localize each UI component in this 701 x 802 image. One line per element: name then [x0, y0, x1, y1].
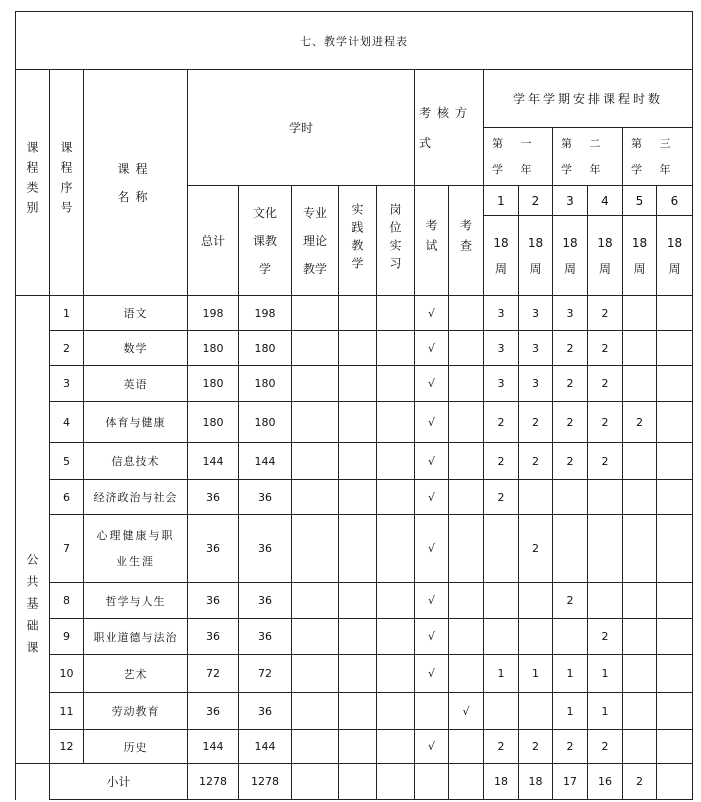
cell-t5: [623, 515, 657, 583]
subtotal-row: [16, 764, 693, 800]
teaching-plan-table: [15, 11, 693, 800]
cell-t1: [484, 693, 519, 730]
header-assess-mode: 考核方式: [415, 70, 484, 186]
cell-total: 36: [188, 515, 239, 583]
cell-t6: [657, 693, 693, 730]
cell-t3: [553, 480, 588, 515]
cell-t5: [623, 730, 657, 764]
cell-exam: √: [415, 443, 449, 480]
header-total: 总计: [188, 186, 239, 296]
cell-seq: 7: [50, 515, 84, 583]
cell-t3: 2: [553, 366, 588, 402]
subtotal-t1: 18: [484, 764, 519, 800]
header-hours: 学时: [188, 70, 415, 186]
cell-t2: 3: [519, 296, 553, 331]
cell-name: 艺术: [84, 655, 188, 693]
cell-culture: 36: [239, 583, 292, 619]
cell-t3: 2: [553, 331, 588, 366]
category-public: 公共基础课: [16, 296, 50, 764]
cell-check: [449, 619, 484, 655]
header-exam: 考试: [415, 186, 449, 296]
cell-t1: [484, 515, 519, 583]
cell-t6: [657, 619, 693, 655]
subtotal-t2: 18: [519, 764, 553, 800]
cell-exam: √: [415, 515, 449, 583]
cell-t2: 3: [519, 331, 553, 366]
cell-check: [449, 655, 484, 693]
cell-t3: 2: [553, 402, 588, 443]
weeks-3: 18周: [553, 216, 588, 296]
cell-t2: [519, 480, 553, 515]
cell-total: 144: [188, 730, 239, 764]
term-4: 4: [588, 186, 623, 216]
cell-seq: 4: [50, 402, 84, 443]
cell-t5: [623, 480, 657, 515]
cell-exam: √: [415, 619, 449, 655]
cell-t4: [588, 583, 623, 619]
cell-t5: [623, 443, 657, 480]
cell-t4: 2: [588, 296, 623, 331]
cell-t6: [657, 583, 693, 619]
cell-total: 180: [188, 331, 239, 366]
cell-t6: [657, 515, 693, 583]
cell-t6: [657, 480, 693, 515]
cell-t2: 2: [519, 402, 553, 443]
cell-t3: 2: [553, 583, 588, 619]
term-1: 1: [484, 186, 519, 216]
cell-t1: 2: [484, 730, 519, 764]
cell-t1: [484, 619, 519, 655]
subtotal-label: 小计: [50, 764, 188, 800]
term-5: 5: [623, 186, 657, 216]
table-row: [16, 730, 693, 764]
weeks-2: 18周: [519, 216, 553, 296]
cell-name: 哲学与人生: [84, 583, 188, 619]
term-6: 6: [657, 186, 693, 216]
table-row: [16, 693, 693, 730]
cell-total: 180: [188, 402, 239, 443]
header-check: 考查: [449, 186, 484, 296]
cell-seq: 8: [50, 583, 84, 619]
subtotal-t4: 16: [588, 764, 623, 800]
cell-t2: 2: [519, 515, 553, 583]
cell-check: [449, 331, 484, 366]
cell-t6: [657, 296, 693, 331]
cell-seq: 9: [50, 619, 84, 655]
cell-name: 语文: [84, 296, 188, 331]
cell-t5: [623, 619, 657, 655]
cell-t6: [657, 655, 693, 693]
cell-t4: 2: [588, 366, 623, 402]
cell-exam: [415, 693, 449, 730]
cell-seq: 6: [50, 480, 84, 515]
cell-seq: 1: [50, 296, 84, 331]
header-internship: 岗位实习: [377, 186, 415, 296]
cell-culture: 180: [239, 366, 292, 402]
cell-check: [449, 515, 484, 583]
weeks-1: 18周: [484, 216, 519, 296]
cell-culture: 198: [239, 296, 292, 331]
cell-check: [449, 583, 484, 619]
cell-t3: 1: [553, 655, 588, 693]
cell-culture: 144: [239, 443, 292, 480]
cell-seq: 5: [50, 443, 84, 480]
cell-t2: [519, 693, 553, 730]
table-row: [16, 619, 693, 655]
table-row: [16, 402, 693, 443]
cell-t4: 2: [588, 619, 623, 655]
subtotal-culture: 1278: [239, 764, 292, 800]
cell-t2: 2: [519, 443, 553, 480]
cell-t6: [657, 366, 693, 402]
cell-t4: 1: [588, 693, 623, 730]
table-row: [16, 583, 693, 619]
cell-culture: 36: [239, 693, 292, 730]
cell-total: 180: [188, 366, 239, 402]
cell-total: 144: [188, 443, 239, 480]
weeks-4: 18周: [588, 216, 623, 296]
cell-t5: [623, 583, 657, 619]
table-row: [16, 331, 693, 366]
cell-t3: 1: [553, 693, 588, 730]
cell-t5: [623, 366, 657, 402]
cell-t1: 3: [484, 366, 519, 402]
cell-exam: √: [415, 366, 449, 402]
cell-culture: 36: [239, 480, 292, 515]
cell-t3: 3: [553, 296, 588, 331]
header-year-1: 第 一 学 年: [484, 128, 553, 186]
cell-t2: [519, 619, 553, 655]
cell-seq: 2: [50, 331, 84, 366]
cell-seq: 3: [50, 366, 84, 402]
weeks-6: 18周: [657, 216, 693, 296]
header-name: 课程名称: [84, 70, 188, 296]
cell-t6: [657, 331, 693, 366]
cell-culture: 36: [239, 619, 292, 655]
cell-t5: [623, 655, 657, 693]
cell-culture: 144: [239, 730, 292, 764]
cell-t1: 3: [484, 331, 519, 366]
cell-culture: 180: [239, 402, 292, 443]
cell-name: 心理健康与职业生涯: [84, 515, 188, 583]
cell-check: [449, 296, 484, 331]
weeks-5: 18周: [623, 216, 657, 296]
cell-check: [449, 402, 484, 443]
cell-t2: 2: [519, 730, 553, 764]
cell-check: √: [449, 693, 484, 730]
header-year-2: 第 二 学 年: [553, 128, 623, 186]
cell-name: 历史: [84, 730, 188, 764]
cell-t1: 2: [484, 480, 519, 515]
cell-total: 72: [188, 655, 239, 693]
cell-exam: √: [415, 583, 449, 619]
header-theory: 专业理论教学: [292, 186, 339, 296]
header-schedule: 学年学期安排课程时数: [484, 70, 693, 128]
cell-t1: 1: [484, 655, 519, 693]
cell-t3: 2: [553, 443, 588, 480]
cell-name: 职业道德与法治: [84, 619, 188, 655]
cell-seq: 10: [50, 655, 84, 693]
cell-exam: √: [415, 402, 449, 443]
cell-check: [449, 480, 484, 515]
header-category: 课程类别: [16, 70, 50, 296]
cell-t6: [657, 730, 693, 764]
header-practice: 实践教学: [339, 186, 377, 296]
cell-culture: 36: [239, 515, 292, 583]
header-year-3: 第 三 学 年: [623, 128, 693, 186]
table-row: [16, 366, 693, 402]
cell-t1: 2: [484, 443, 519, 480]
cell-name: 经济政治与社会: [84, 480, 188, 515]
cell-name: 劳动教育: [84, 693, 188, 730]
header-seq: 课程序号: [50, 70, 84, 296]
cell-total: 36: [188, 480, 239, 515]
page-title: 七、教学计划进程表: [16, 12, 693, 70]
subtotal-t3: 17: [553, 764, 588, 800]
cell-name: 体育与健康: [84, 402, 188, 443]
table-row: [16, 480, 693, 515]
table-row: [16, 296, 693, 331]
cell-seq: 11: [50, 693, 84, 730]
term-3: 3: [553, 186, 588, 216]
cell-t2: 3: [519, 366, 553, 402]
cell-name: 数学: [84, 331, 188, 366]
cell-t1: [484, 583, 519, 619]
cell-total: 36: [188, 619, 239, 655]
cell-t4: 2: [588, 443, 623, 480]
cell-t6: [657, 402, 693, 443]
cell-t1: 3: [484, 296, 519, 331]
cell-check: [449, 366, 484, 402]
cell-t6: [657, 443, 693, 480]
subtotal-total: 1278: [188, 764, 239, 800]
cell-exam: √: [415, 730, 449, 764]
cell-culture: 180: [239, 331, 292, 366]
table-row: [16, 443, 693, 480]
cell-exam: √: [415, 331, 449, 366]
cell-t4: 2: [588, 402, 623, 443]
cell-t4: 1: [588, 655, 623, 693]
cell-check: [449, 730, 484, 764]
cell-exam: √: [415, 480, 449, 515]
cell-t5: [623, 296, 657, 331]
cell-t2: [519, 583, 553, 619]
cell-seq: 12: [50, 730, 84, 764]
cell-t4: [588, 515, 623, 583]
cell-exam: √: [415, 296, 449, 331]
cell-culture: 72: [239, 655, 292, 693]
cell-total: 198: [188, 296, 239, 331]
table-row: [16, 515, 693, 583]
subtotal-t6: [657, 764, 693, 800]
cell-t4: [588, 480, 623, 515]
cell-total: 36: [188, 693, 239, 730]
header-culture: 文化课教学: [239, 186, 292, 296]
term-2: 2: [519, 186, 553, 216]
cell-t5: 2: [623, 402, 657, 443]
subtotal-t5: 2: [623, 764, 657, 800]
cell-t4: 2: [588, 331, 623, 366]
cell-t2: 1: [519, 655, 553, 693]
cell-t5: [623, 331, 657, 366]
cell-t1: 2: [484, 402, 519, 443]
cell-name: 英语: [84, 366, 188, 402]
cell-t3: 2: [553, 730, 588, 764]
table-row: [16, 655, 693, 693]
cell-exam: √: [415, 655, 449, 693]
cell-name: 信息技术: [84, 443, 188, 480]
cell-total: 36: [188, 583, 239, 619]
cell-t3: [553, 619, 588, 655]
cell-t3: [553, 515, 588, 583]
cell-t4: 2: [588, 730, 623, 764]
cell-check: [449, 443, 484, 480]
cell-t5: [623, 693, 657, 730]
